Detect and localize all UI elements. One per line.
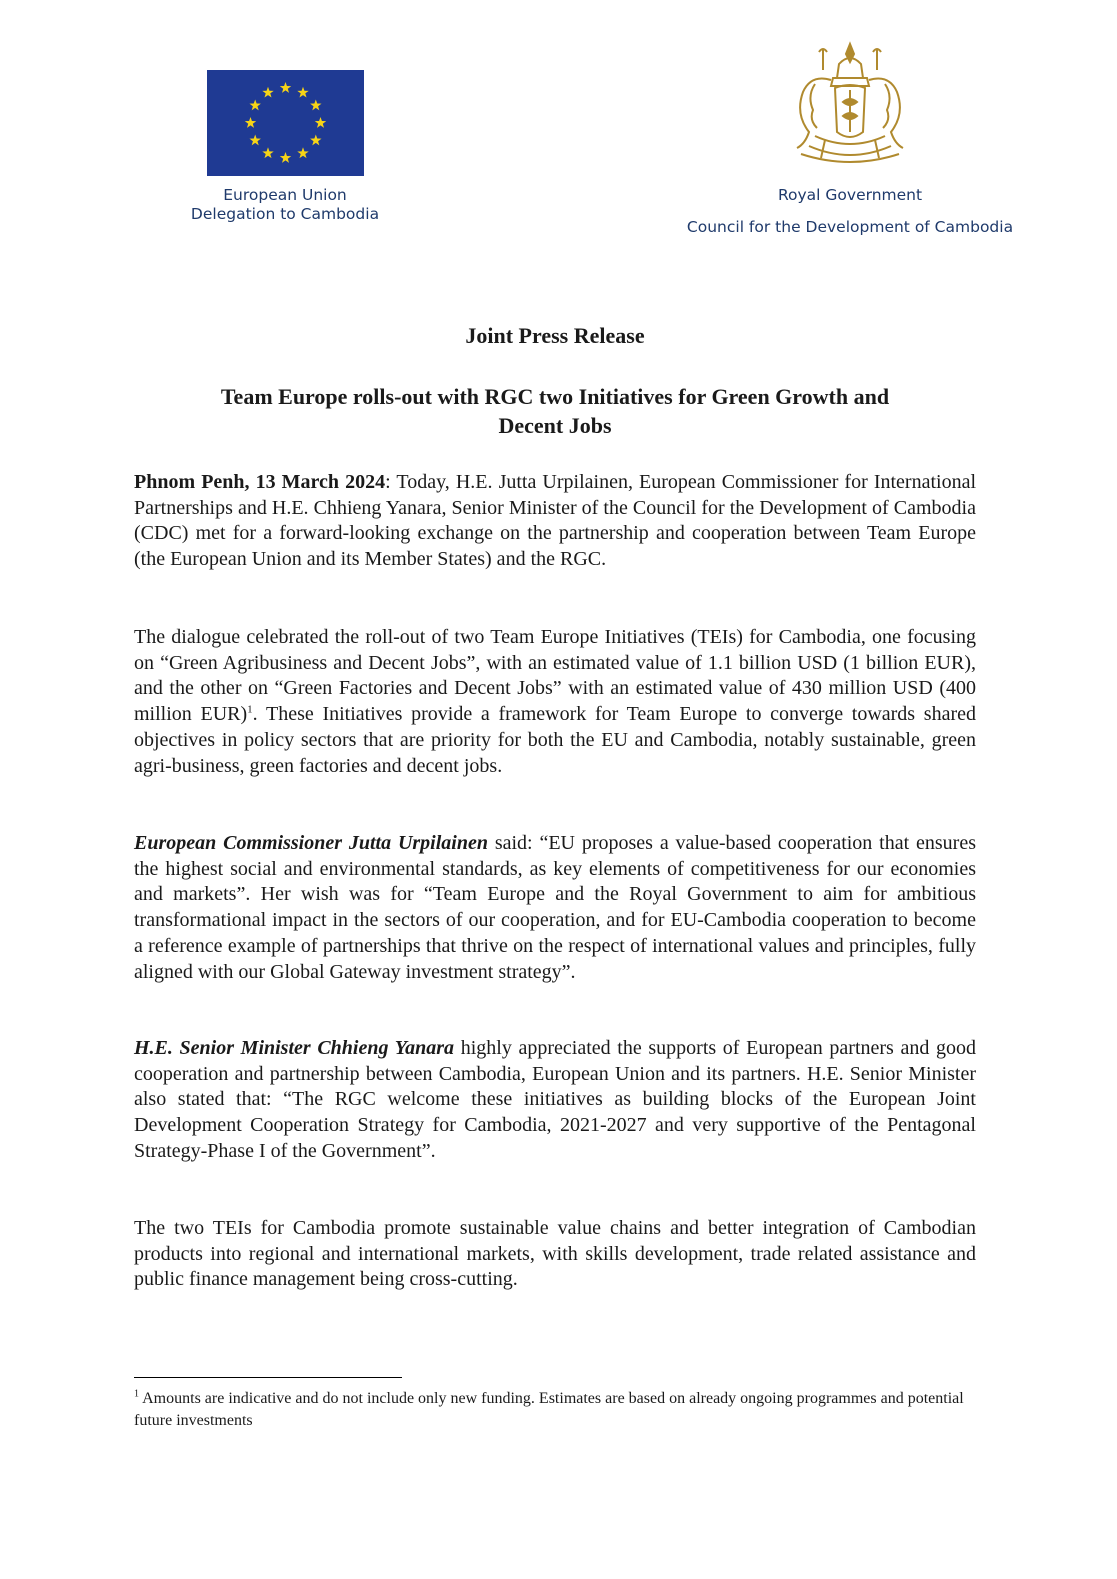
footnote-text: Amounts are indicative and do not include only new funding. Estimates are based on already ongoing programmes and potential future investments [134, 1390, 964, 1429]
eu-star-icon [249, 100, 260, 111]
paragraph-initiatives [134, 625, 976, 779]
press-release-heading: Joint Press Release [465, 323, 645, 348]
rgc-subtitle: Council for the Development of Cambodia [686, 218, 1014, 236]
eu-star-icon [279, 82, 290, 93]
paragraph-commissioner-quote [134, 831, 976, 985]
paragraph-initiatives-text-b: . These Initiatives provide a framework for Team Europe to converge towards shared objectives in policy sectors that are priority for both the EU and Cambodia, notably sustainable, green agri-business, green factories and decent jobs. [134, 703, 976, 777]
paragraph-teis-summary: The two TEIs for Cambodia promote sustainable value chains and better integration of Cambodian products into regional and international markets, with skills development, trade related assistance and public finance management being cross-cutting. [134, 1217, 976, 1291]
eu-star-icon [262, 147, 273, 158]
minister-name: H.E. Senior Minister Chhieng Yanara [134, 1037, 455, 1059]
footnote [134, 1388, 976, 1432]
eu-star-icon [314, 117, 325, 128]
minister-quote-text: highly appreciated the supports of European partners and good cooperation and partnership between Cambodia, European Union and its partners. H.E. Senior Minister also stated that: “The RGC welcome these initiatives as building blocks of the European Joint Development Cooperation Strategy for Cambodia, 2021-2027 and very supportive of the Pentagonal Strategy-Phase I of the Government”. [134, 1037, 976, 1162]
eu-logo [180, 70, 390, 224]
eu-star-icon [249, 135, 260, 146]
paragraph-intro [134, 470, 976, 573]
eu-star-icon [262, 87, 273, 98]
paragraph-minister-quote [134, 1036, 976, 1165]
rgc-title: Royal Government [777, 186, 923, 204]
title-line1: Team Europe rolls-out with RGC two Initiatives for Green Growth and [220, 384, 890, 409]
cambodia-coat-of-arms-icon [775, 40, 925, 168]
commissioner-quote-text: said: “EU proposes a value-based cooperation that ensures the highest social and environmental standards, as key elements of competitiveness for our economies and markets”. Her wish was for “Team Europe and the Royal Government to aim for ambitious transformational impact in the sectors of our cooperation, and for EU-Cambodia cooperation to become a reference example of partnerships that thrive on the respect of international values and principles, fully aligned with our Global Gateway investment strategy”. [134, 832, 976, 983]
footnote-reference[interactable]: 1 [247, 703, 253, 716]
footnote-separator [134, 1377, 402, 1378]
eu-logo-caption [180, 186, 390, 224]
press-release-title [134, 382, 976, 440]
paragraph-initiatives-text-a: The dialogue celebrated the roll-out of two Team Europe Initiatives (TEIs) for Cambodia, one focusing on “Green Agribusiness and Decent Jobs”, with an estimated value of 1.1 billion USD (1 billion EUR), and the other on “Green Factories and Decent Jobs” with an estimated value of 430 million USD (400 million EUR) [134, 626, 976, 726]
eu-star-icon [297, 87, 308, 98]
rgc-logo [660, 40, 1040, 236]
eu-flag-icon [207, 70, 364, 176]
eu-star-icon [279, 152, 290, 163]
paragraph-intro-text: : Today, H.E. Jutta Urpilainen, European Commissioner for International Partnerships and H.E. Chhieng Yanara, Senior Minister of the Council for the Development of Cambodia (CDC) met for a forward-looking exchange on the partnership and cooperation between Team Europe (the European Union and its Member States) and the RGC. [134, 471, 976, 571]
eu-star-icon [310, 100, 321, 111]
eu-star-icon [297, 147, 308, 158]
eu-caption-line1: European Union [223, 186, 347, 204]
eu-star-icon [310, 135, 321, 146]
title-line2: Decent Jobs [498, 413, 612, 438]
commissioner-name: European Commissioner Jutta Urpilainen [134, 832, 488, 854]
eu-caption-line2: Delegation to Cambodia [190, 205, 380, 223]
footnote-marker: 1 [134, 1388, 139, 1400]
eu-star-icon [244, 117, 255, 128]
dateline: Phnom Penh, 13 March 2024 [134, 471, 386, 493]
